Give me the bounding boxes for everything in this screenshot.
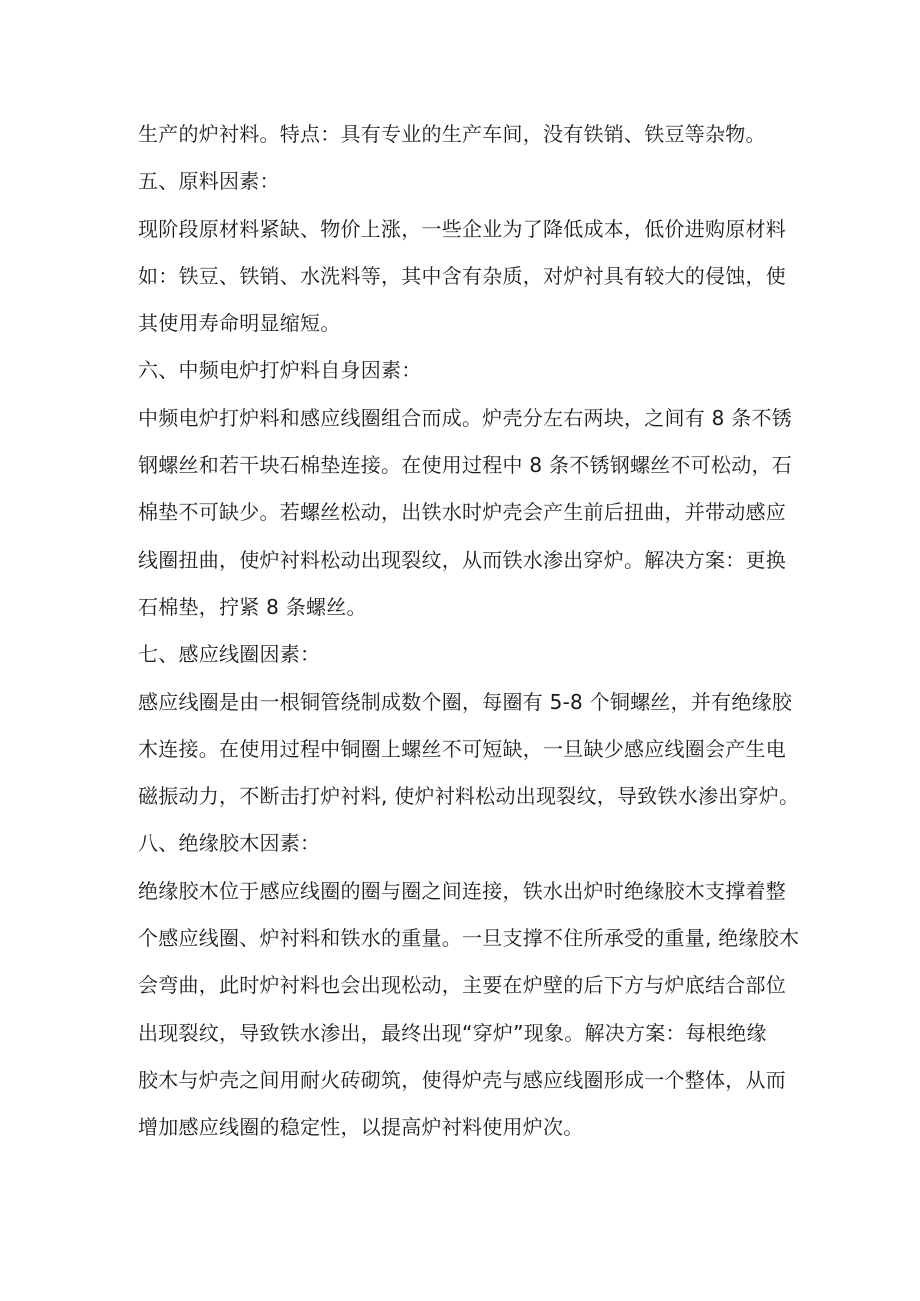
section-heading-induction-coil: 七、感应线圈因素： <box>138 642 321 667</box>
text-line-continuation: 生产的炉衬料。特点：具有专业的生产车间，没有铁销、铁豆等杂物。 <box>138 122 766 146</box>
text-line: 其使用寿命明显缩短。 <box>138 311 341 336</box>
text-line: 胶木与炉壳之间用耐火砖砌筑，使得炉壳与感应线圈形成一个整体，从而 <box>138 1067 786 1092</box>
text-line: 绝缘胶木位于感应线圈的圈与圈之间连接，铁水出炉时绝缘胶木支撑着整 <box>138 878 786 903</box>
text-line: 增加感应线圈的稳定性，以提高炉衬料使用炉次。 <box>138 1115 584 1140</box>
text-line: 石棉垫，拧紧 8 条螺丝。 <box>138 594 367 619</box>
section-heading-insulating-bakelite: 八、绝缘胶木因素： <box>138 831 321 856</box>
text-line: 中频电炉打炉料和感应线圈组合而成。炉壳分左右两块，之间有 8 条不锈 <box>138 405 792 430</box>
section-heading-raw-material: 五、原料因素： <box>138 169 280 194</box>
text-line: 钢螺丝和若干块石棉垫连接。在使用过程中 8 条不锈钢螺丝不可松动，石 <box>138 453 792 478</box>
text-line: 会弯曲，此时炉衬料也会出现松动，主要在炉壁的后下方与炉底结合部位 <box>138 973 786 998</box>
section-heading-furnace-material: 六、中频电炉打炉料自身因素： <box>138 358 422 383</box>
text-line: 木连接。在使用过程中铜圈上螺丝不可短缺，一旦缺少感应线圈会产生电 <box>138 736 786 761</box>
text-line: 现阶段原材料紧缺、物价上涨，一些企业为了降低成本，低价进购原材料 <box>138 216 786 241</box>
text-line: 个感应线圈、炉衬料和铁水的重量。一旦支撑不住所承受的重量, 绝缘胶木 <box>138 926 800 951</box>
text-line: 磁振动力，不断击打炉衬料, 使炉衬料松动出现裂纹，导致铁水渗出穿炉。 <box>138 784 800 809</box>
text-line: 感应线圈是由一根铜管绕制成数个圈，每圈有 5-8 个铜螺丝，并有绝缘胶 <box>138 689 793 714</box>
text-line: 出现裂纹，导致铁水渗出，最终出现“穿炉”现象。解决方案：每根绝缘 <box>138 1020 767 1045</box>
text-line: 如：铁豆、铁销、水洗料等，其中含有杂质，对炉衬具有较大的侵蚀，使 <box>138 263 786 288</box>
document-body <box>138 111 798 1152</box>
text-line: 线圈扭曲，使炉衬料松动出现裂纹，从而铁水渗出穿炉。解决方案：更换 <box>138 547 786 572</box>
text-line: 棉垫不可缺少。若螺丝松动，出铁水时炉壳会产生前后扭曲，并带动感应 <box>138 500 786 525</box>
